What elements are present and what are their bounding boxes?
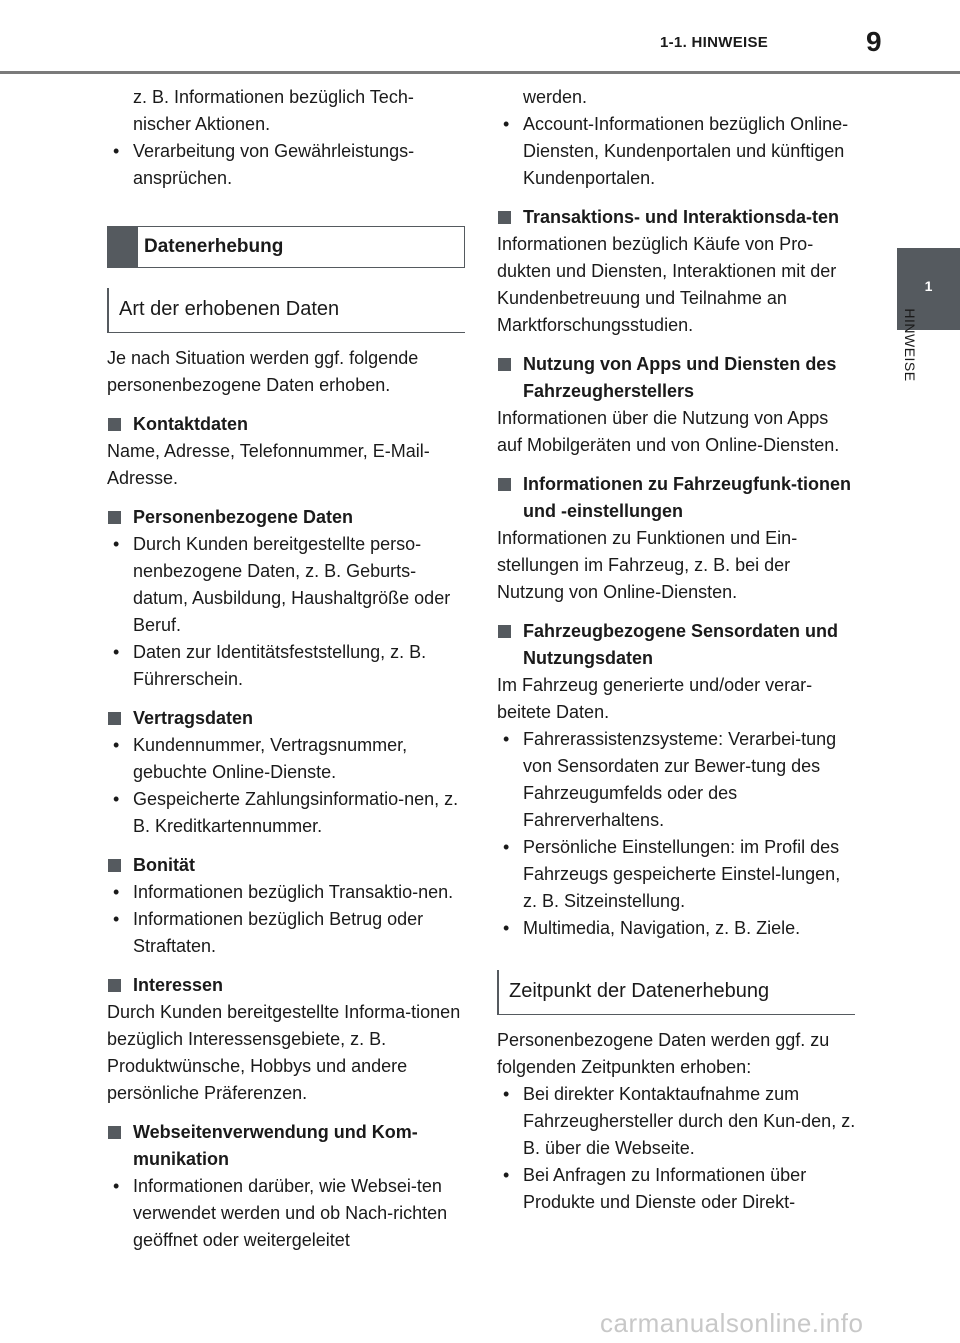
section-heading-bar — [108, 227, 138, 267]
list-item — [107, 138, 467, 192]
sub-heading-box — [497, 970, 855, 1015]
topic-heading-text: Nutzung von Apps und Diensten des Fahrzeugherstellers — [523, 354, 837, 401]
page-number: 9 — [866, 26, 882, 57]
sub-heading-box — [107, 288, 465, 333]
topic-heading — [107, 705, 467, 732]
chapter-tab-number: 1 — [924, 278, 933, 294]
topic-heading-text: Bonität — [133, 855, 195, 875]
right-column — [497, 84, 857, 1216]
bullet-icon: • — [113, 909, 120, 929]
list-item-text: Gespeicherte Zahlungsinformatio-nen, z. B. Kreditkartennummer. — [133, 789, 459, 836]
list-item-text: Kundennummer, Vertragsnummer, gebuchte Online-Dienste. — [133, 735, 408, 782]
list-item-text: Bei Anfragen zu Informationen über Produkte und Dienste oder Direkt- — [523, 1165, 807, 1212]
topic-heading — [107, 852, 467, 879]
topic-heading — [107, 972, 467, 999]
square-bullet-icon — [498, 358, 511, 371]
list-item — [107, 732, 467, 786]
topic-heading-text: Personenbezogene Daten — [133, 507, 354, 527]
header-title: 1-1. HINWEISE — [660, 34, 769, 51]
bullet-icon: • — [503, 114, 510, 134]
square-bullet-icon — [108, 418, 121, 431]
paragraph: Im Fahrzeug generierte und/oder verar-beitete Daten. — [497, 675, 813, 722]
list-item — [497, 1081, 857, 1162]
bullet-icon: • — [113, 1176, 120, 1196]
sub-heading: Zeitpunkt der Datenerhebung — [509, 980, 770, 1002]
list-item-text: Fahrerassistenzsysteme: Verarbei-tung von Sensordaten zur Bewer-tung des Fahrzeugumfelds oder des Fahrerverhaltens. — [523, 729, 837, 830]
square-bullet-icon — [108, 712, 121, 725]
list-item-text: Informationen bezüglich Betrug oder Straftaten. — [133, 909, 424, 956]
topic-heading-text: Interessen — [133, 975, 224, 995]
square-bullet-icon — [498, 625, 511, 638]
paragraph: Informationen zu Funktionen und Ein-stellungen im Fahrzeug, z. B. bei der Nutzung von Online-Diensten. — [497, 528, 798, 602]
topic-heading — [497, 351, 857, 405]
paragraph: Name, Adresse, Telefonnummer, E-Mail-Adresse. — [107, 441, 430, 488]
list-item-text: Account-Informationen bezüglich Online-Diensten, Kundenportalen und künftigen Kundenportalen. — [523, 114, 849, 188]
paragraph: Personenbezogene Daten werden ggf. zu folgenden Zeitpunkten erhoben: — [497, 1030, 830, 1077]
list-item-text: Informationen darüber, wie Websei-ten verwendet werden und ob Nach-richten geöffnet oder weitergeleitet — [133, 1176, 448, 1250]
paragraph: Informationen über die Nutzung von Apps auf Mobilgeräten und von Online-Diensten. — [497, 408, 840, 455]
bullet-icon: • — [113, 735, 120, 755]
continued-text: werden. — [523, 87, 588, 107]
list-item — [107, 786, 467, 840]
topic-heading-text: Transaktions- und Interaktionsda-ten — [523, 207, 840, 227]
bullet-icon: • — [503, 1165, 510, 1185]
left-column — [107, 84, 467, 1254]
square-bullet-icon — [108, 1126, 121, 1139]
list-item — [107, 639, 467, 693]
list-item — [107, 1173, 467, 1254]
bullet-icon: • — [113, 642, 120, 662]
list-item-text: Bei direkter Kontaktaufnahme zum Fahrzeughersteller durch den Kun-den, z. B. über die Webseite. — [523, 1084, 856, 1158]
bullet-icon: • — [113, 789, 120, 809]
topic-heading-text: Informationen zu Fahrzeugfunk-tionen und -einstellungen — [523, 474, 851, 521]
topic-heading — [107, 411, 467, 438]
bullet-icon: • — [503, 837, 510, 857]
topic-heading-text: Webseitenverwendung und Kom-munikation — [133, 1122, 418, 1169]
bullet-icon: • — [503, 729, 510, 749]
topic-heading-text: Vertragsdaten — [133, 708, 254, 728]
list-item — [497, 915, 857, 942]
list-item-text: Multimedia, Navigation, z. B. Ziele. — [523, 918, 801, 938]
list-item-text: Durch Kunden bereitgestellte perso-nenbezogene Daten, z. B. Geburts-datum, Ausbildung, Haushaltgröße oder Beruf. — [133, 534, 451, 635]
square-bullet-icon — [108, 859, 121, 872]
topic-heading-text: Kontaktdaten — [133, 414, 249, 434]
list-item — [497, 834, 857, 915]
sub-heading: Art der erhobenen Daten — [119, 298, 340, 320]
intro-paragraph: Je nach Situation werden ggf. folgende personenbezogene Daten erhoben. — [107, 348, 419, 395]
chapter-side-label-text: HINWEISE — [902, 308, 918, 382]
list-item-text: Verarbeitung von Gewährleistungs-ansprüchen. — [133, 141, 415, 188]
square-bullet-icon — [108, 511, 121, 524]
square-bullet-icon — [498, 211, 511, 224]
bullet-icon: • — [503, 918, 510, 938]
paragraph: Durch Kunden bereitgestellte Informa-tionen bezüglich Interessensgebiete, z. B. Produktwünsche, Hobbys und andere persönliche Präferenzen. — [107, 1002, 461, 1103]
list-item — [497, 1162, 857, 1216]
continued-text: z. B. Informationen bezüglich Tech-nischer Aktionen. — [133, 87, 414, 134]
square-bullet-icon — [108, 979, 121, 992]
section-heading: Datenerhebung — [144, 236, 284, 257]
header-rule — [0, 71, 960, 74]
bullet-icon: • — [503, 1084, 510, 1104]
paragraph: Informationen bezüglich Käufe von Pro-dukten und Diensten, Interaktionen mit der Kundenbetreuung und Teilnahme an Marktforschungsstudien. — [497, 234, 837, 335]
section-heading-box — [107, 226, 465, 268]
list-item-text: Daten zur Identitätsfeststellung, z. B. Führerschein. — [133, 642, 427, 689]
square-bullet-icon — [498, 478, 511, 491]
list-item-text: Informationen bezüglich Transaktio-nen. — [133, 882, 454, 902]
list-item-text: Persönliche Einstellungen: im Profil des Fahrzeugs gespeicherte Einstel-lungen, z. B. Sitzeinstellung. — [523, 837, 841, 911]
list-item — [497, 726, 857, 834]
list-item — [497, 111, 857, 192]
topic-heading — [107, 1119, 467, 1173]
topic-heading — [497, 204, 857, 231]
bullet-icon: • — [113, 534, 120, 554]
bullet-icon: • — [113, 882, 120, 902]
bullet-icon: • — [113, 141, 120, 161]
topic-heading-text: Fahrzeugbezogene Sensordaten und Nutzungsdaten — [523, 621, 839, 668]
list-item — [107, 531, 467, 639]
list-item — [107, 906, 467, 960]
chapter-side-label — [902, 308, 928, 445]
topic-heading — [497, 618, 857, 672]
topic-heading — [107, 504, 467, 531]
topic-heading — [497, 471, 857, 525]
list-item — [107, 879, 467, 906]
watermark: carmanualsonline.info — [600, 1308, 864, 1338]
